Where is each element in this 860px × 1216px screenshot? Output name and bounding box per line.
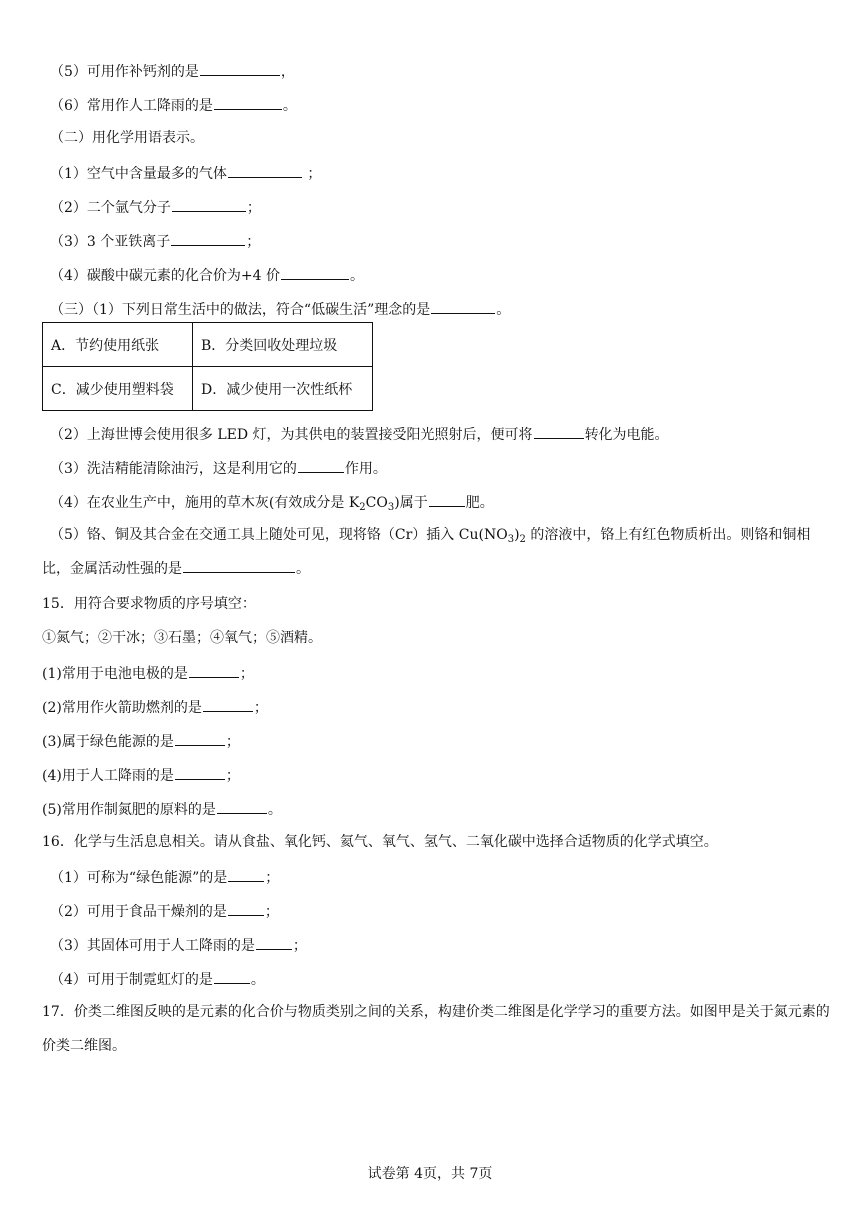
question-15-title: 15．用符合要求物质的序号填空：	[42, 596, 256, 612]
answer-blank[interactable]	[175, 730, 225, 746]
answer-blank[interactable]	[429, 491, 465, 507]
answer-blank[interactable]	[228, 866, 264, 882]
question-15-item-3: (3)属于绿色能源的是 ；	[42, 730, 240, 752]
answer-blank[interactable]	[214, 94, 282, 110]
question-line-part3-q5: （5）铬、铜及其合金在交通工具上随处可见，现将铬（Cr）插入 $Cu(NO_3)_2$ 的溶液中，铬上有红色物质析出。则铬和铜相比，金属活动性强的是 。	[42, 527, 811, 577]
question-16-item-3: （3）其固体可用于人工降雨的是 ；	[50, 934, 307, 956]
question-line-part3-q3: （3）洗洁精能清除油污，这是利用它的 作用。	[50, 457, 387, 479]
answer-blank[interactable]	[298, 457, 344, 473]
question-15-item-1: (1)常用于电池电极的是 ；	[42, 662, 254, 684]
options-row	[43, 367, 373, 411]
question-line-part2-q2: （2）二个氩气分子 ；	[50, 196, 261, 218]
question-line-part2-q3: （3）3 个亚铁离子 ；	[50, 230, 260, 252]
answer-blank[interactable]	[281, 264, 349, 280]
answer-blank[interactable]	[183, 557, 295, 573]
question-16-title: 16．化学与生活息息相关。请从食盐、氧化钙、氦气、氧气、氢气、二氧化碳中选择合适物质的化学式填空。	[42, 834, 718, 850]
answer-blank[interactable]	[171, 230, 245, 246]
question-15-item-5: (5)常用作制氮肥的原料的是 。	[42, 798, 282, 820]
options-table	[42, 322, 373, 411]
answer-blank[interactable]	[214, 968, 250, 984]
answer-blank[interactable]	[256, 934, 292, 950]
answer-blank[interactable]	[172, 196, 246, 212]
option-d[interactable]: D．减少使用一次性纸杯	[193, 367, 373, 411]
question-15-list: ①氮气；②干冰；③石墨；④氧气；⑤酒精。	[42, 630, 322, 646]
section-heading-part2: （二）用化学用语表示。	[50, 130, 204, 146]
question-17-text: 17．价类二维图反映的是元素的化合价与物质类别之间的关系，构建价类二维图是化学学习的重要方法。如图甲是关于氮元素的价类二维图。	[42, 1004, 830, 1054]
answer-blank[interactable]	[228, 900, 264, 916]
question-line-part2-q1: （1）空气中含量最多的气体 ；	[50, 162, 321, 184]
answer-blank[interactable]	[534, 423, 584, 439]
question-line-part3-q2: （2）上海世博会使用很多 LED 灯，为其供电的装置接受阳光照射后，便可将 转化为电能。	[50, 423, 669, 445]
options-row	[43, 323, 373, 367]
option-a[interactable]: A．节约使用纸张	[43, 323, 193, 367]
option-b[interactable]: B．分类回收处理垃圾	[193, 323, 373, 367]
answer-blank[interactable]	[228, 162, 302, 178]
question-line-part1-q6: （6）常用作人工降雨的是 。	[50, 94, 297, 116]
answer-blank[interactable]	[175, 764, 225, 780]
page-footer: 试卷第 4页，共 7页	[367, 1166, 493, 1182]
question-15-item-2: (2)常用作火箭助燃剂的是 ；	[42, 696, 268, 718]
answer-blank[interactable]	[200, 60, 280, 76]
option-c[interactable]: C．减少使用塑料袋	[43, 367, 193, 411]
question-15-item-4: (4)用于人工降雨的是 ；	[42, 764, 240, 786]
question-line-part2-q4: （4）碳酸中碳元素的化合价为+4 价 。	[50, 264, 364, 286]
question-line-part3-q1: （三）（1）下列日常生活中的做法，符合“低碳生活”理念的是 。	[50, 298, 510, 320]
answer-blank[interactable]	[189, 662, 239, 678]
question-line-part3-q4: （4）在农业生产中，施用的草木灰(有效成分是 $K_2CO_3$)属于 肥。	[50, 491, 494, 513]
question-line-part1-q5: （5）可用作补钙剂的是 ，	[50, 60, 295, 82]
question-16-item-4: （4）可用于制霓虹灯的是 。	[50, 968, 265, 990]
answer-blank[interactable]	[217, 798, 267, 814]
answer-blank[interactable]	[431, 298, 495, 314]
answer-blank[interactable]	[203, 696, 253, 712]
question-16-item-1: （1）可称为“绿色能源”的是 ；	[50, 866, 279, 888]
question-16-item-2: （2）可用于食品干燥剂的是 ；	[50, 900, 279, 922]
